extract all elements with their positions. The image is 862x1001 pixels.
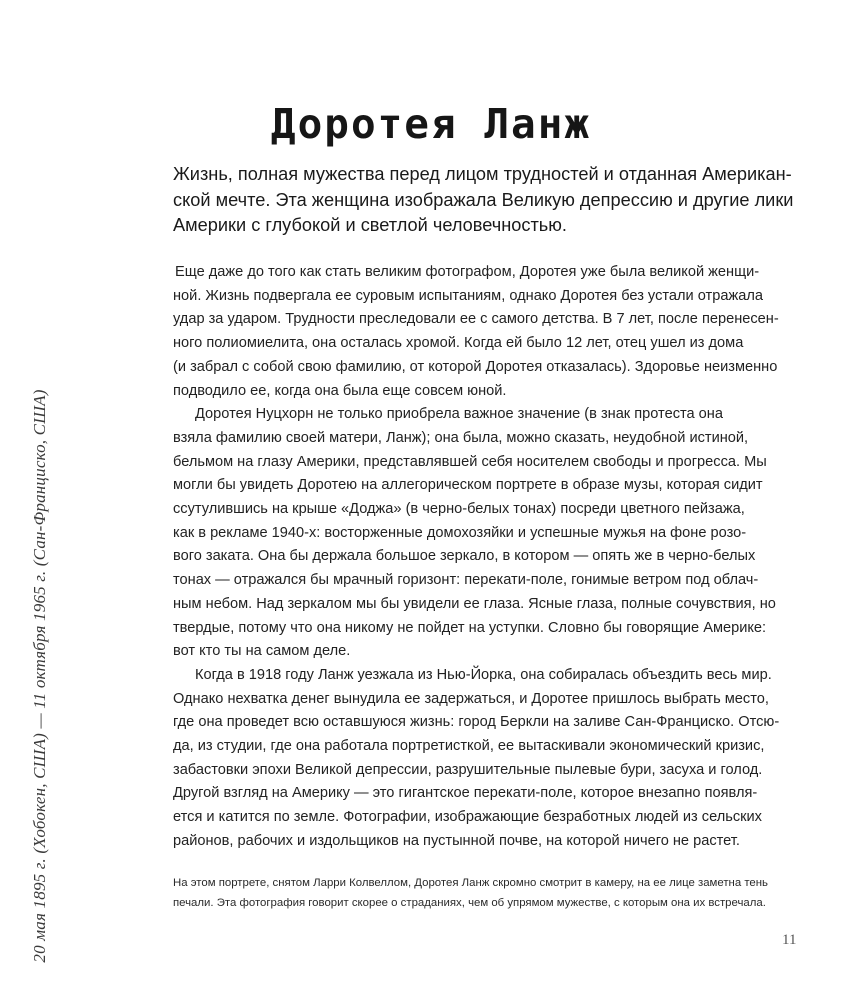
text-line: Доротея Нуцхорн не только приобрела важное значение (в знак протеста она bbox=[195, 406, 723, 423]
text-line: удар за ударом. Трудности преследовали ее с самого детства. В 7 лет, после перенесен- bbox=[173, 311, 779, 328]
text-line: взяла фамилию своей матери, Ланж); она была, можно сказать, неудобной истиной, bbox=[173, 429, 749, 446]
lead-line: Жизнь, полная мужества перед лицом трудностей и отданная Американ- bbox=[173, 164, 792, 184]
text-line: забастовки эпохи Великой депрессии, разрушительные пылевые бури, засуха и голод. bbox=[173, 761, 763, 778]
caption-line: печали. Эта фотография говорит скорее о страданиях, чем об упрямом мужестве, с которым она их встречала. bbox=[173, 897, 766, 909]
text-line: да, из студии, где она работала портретисткой, ее вытаскивали экономический кризис, bbox=[173, 738, 765, 755]
text-line: Другой взгляд на Америку — это гигантское перекати-поле, которое внезапно появля- bbox=[173, 785, 758, 802]
text-line: Когда в 1918 году Ланж уезжала из Нью-Йорка, она собиралась объездить весь мир. bbox=[195, 666, 772, 683]
text-line: тонах — отражался бы мрачный горизонт: перекати-поле, гонимые ветром под облач- bbox=[173, 572, 759, 589]
text-line: твердые, потому что она никому не пойдет на уступки. Словно бы говорящие Америке: bbox=[173, 619, 767, 636]
text-line: ным небом. Над зеркалом мы бы увидели ее глаза. Ясные глаза, полные сочувствия, но bbox=[173, 595, 776, 612]
text-line: ного полиомиелита, она осталась хромой. Когда ей было 12 лет, отец ушел из дома bbox=[173, 335, 744, 352]
text-line: вот кто ты на самом деле. bbox=[173, 643, 351, 660]
text-line: вого заката. Она бы держала большое зеркало, в котором — опять же в черно-белых bbox=[173, 548, 756, 565]
text-line: подводило ее, когда она была еще совсем юной. bbox=[173, 382, 507, 399]
side-note-text: 20 мая 1895 г. (Хобокен, США) — 11 октября 1965 г. (Сан-Франциско, США) bbox=[30, 389, 49, 963]
caption-line: На этом портрете, снятом Ларри Колвеллом, Доротея Ланж скромно смотрит в камеру, на ее лице заметна тень bbox=[173, 877, 768, 889]
lead-paragraph bbox=[173, 162, 794, 239]
lead-line: Америки с глубокой и светлой человечностью. bbox=[173, 215, 567, 235]
lead-line: ской мечте. Эта женщина изображала Великую депрессию и другие лики bbox=[173, 189, 794, 210]
text-line: районов, рабочих и издольщиков на пустынной почве, на которой ничего не растет. bbox=[173, 832, 740, 849]
text-line: (и забрал с собой свою фамилию, от которой Доротея отказалась). Здоровье неизменно bbox=[173, 358, 778, 375]
text-line: Еще даже до того как стать великим фотографом, Доротея уже была великой женщи- bbox=[175, 264, 760, 280]
paragraph-1 bbox=[173, 261, 779, 403]
page-title: Доротея Ланж bbox=[270, 100, 592, 148]
text-line: ется и катится по земле. Фотографии, изображающие безработных людей из сельских bbox=[173, 809, 762, 826]
page-number: 11 bbox=[782, 932, 797, 948]
text-line: Однако нехватка денег вынудила ее задержаться, и Доротее пришлось выбрать место, bbox=[173, 690, 769, 707]
paragraph-3 bbox=[173, 664, 780, 854]
photo-caption bbox=[173, 873, 768, 913]
text-line: как в рекламе 1940-х: восторженные домохозяйки и успешные мужья на фоне розо- bbox=[173, 524, 747, 541]
text-line: ной. Жизнь подвергала ее суровым испытаниям, однако Доротея без устали отражала bbox=[173, 287, 763, 304]
paragraph-2 bbox=[173, 403, 776, 664]
body-text bbox=[173, 261, 780, 854]
text-line: могли бы увидеть Доротею на аллегорическом портрете в образе музы, которая сидит bbox=[173, 477, 763, 494]
text-line: ссутулившись на крыше «Доджа» (в черно-белых тонах) посреди цветного пейзажа, bbox=[173, 501, 745, 518]
text-line: где она проведет всю оставшуюся жизнь: город Беркли на заливе Сан-Франциско. Отсю- bbox=[173, 714, 780, 731]
text-line: бельмом на глазу Америки, представлявшей себя носителем свободы и прогресса. Мы bbox=[173, 453, 767, 470]
